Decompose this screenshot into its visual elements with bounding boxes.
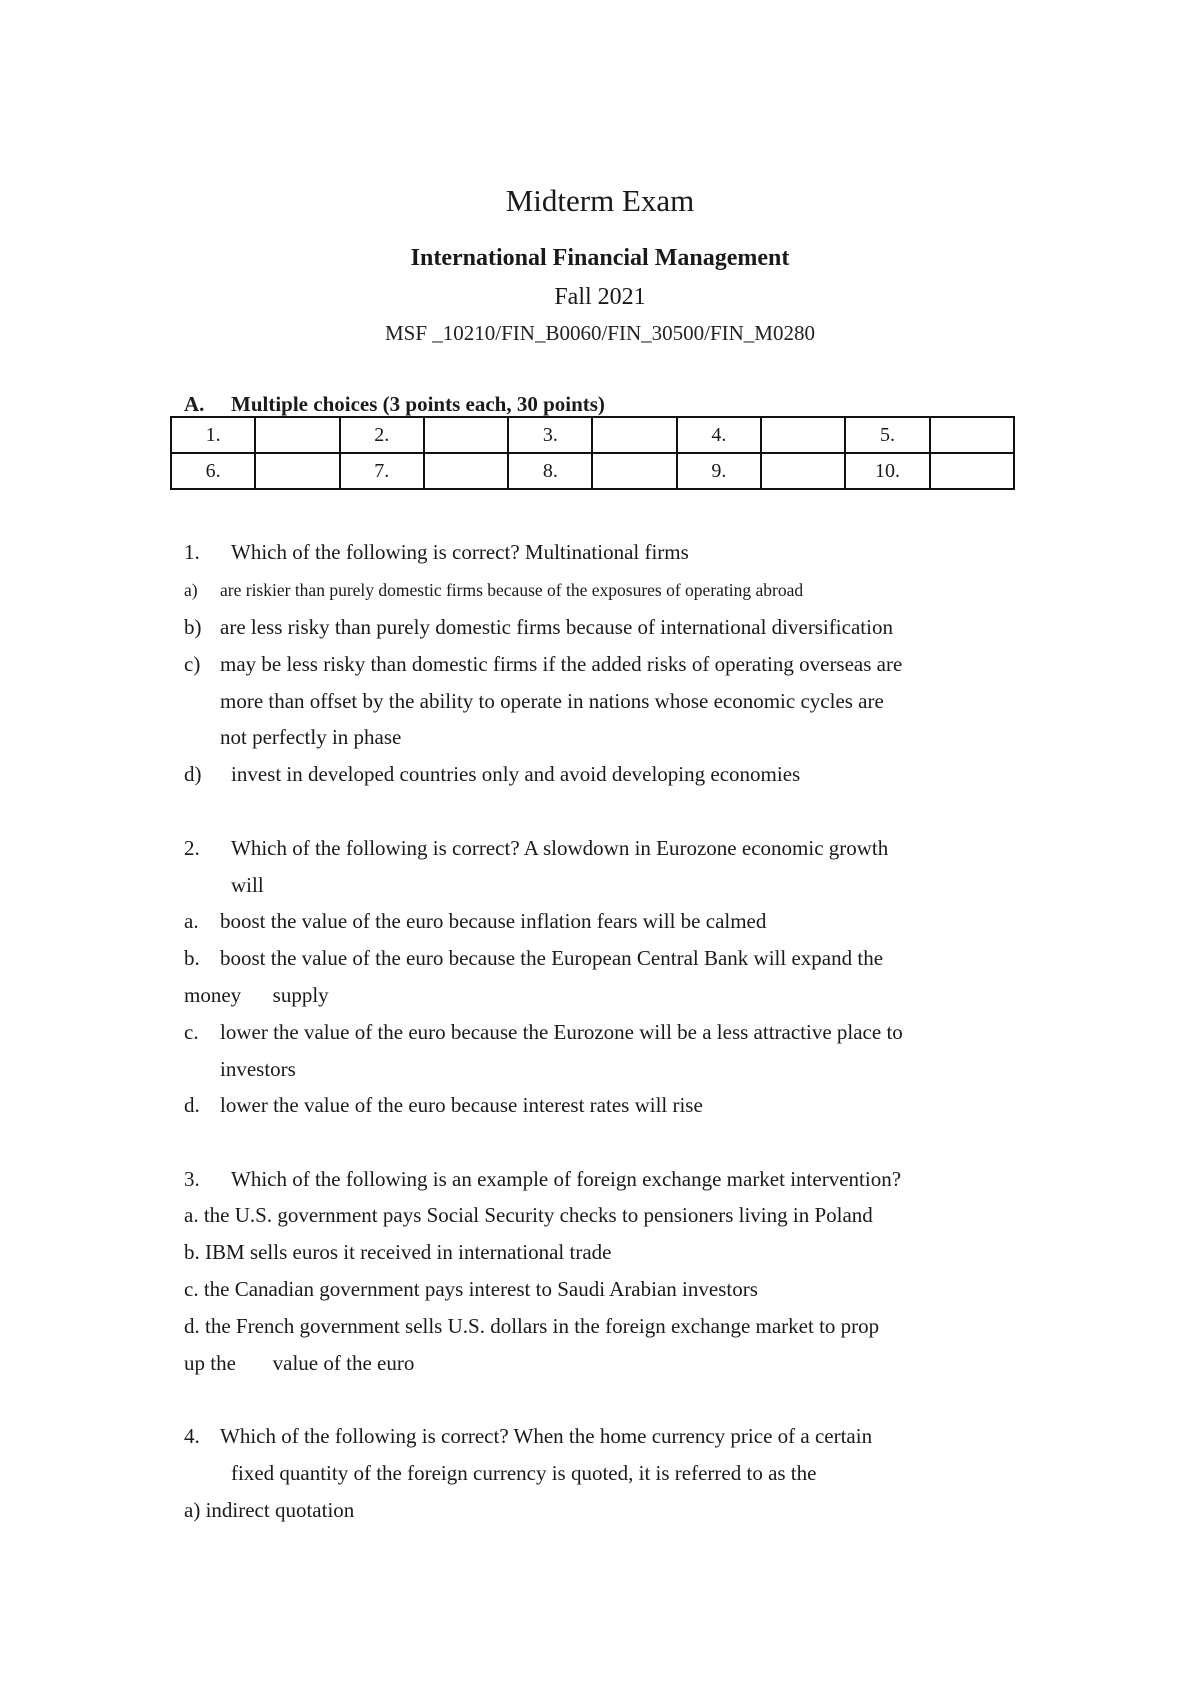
option-item — [184, 1018, 903, 1046]
question-number-cell: 4. — [677, 417, 761, 453]
option-item: b. IBM sells euros it received in international trade — [184, 1240, 612, 1264]
option-label: a. — [184, 909, 199, 933]
option-text: lower the value of the euro because interest rates will rise — [220, 1093, 703, 1117]
option-item — [184, 613, 893, 641]
answer-grid-row — [171, 417, 1014, 453]
option-label: c) — [184, 652, 201, 676]
answer-cell[interactable] — [424, 417, 508, 453]
option-text: boost the value of the euro because inflation fears will be calmed — [220, 909, 767, 933]
question-number-cell: 6. — [171, 453, 255, 489]
question-text: Which of the following is correct? A slowdown in Eurozone economic growth — [231, 836, 889, 860]
answer-cell[interactable] — [592, 417, 676, 453]
question-number-cell: 3. — [508, 417, 592, 453]
question-2 — [184, 834, 888, 862]
option-label: b) — [184, 615, 202, 639]
question-number-cell: 9. — [677, 453, 761, 489]
option-item — [184, 944, 883, 972]
question-number-cell: 8. — [508, 453, 592, 489]
option-item — [184, 650, 902, 678]
question-number-cell: 1. — [171, 417, 255, 453]
question-1 — [184, 538, 689, 566]
option-item — [184, 907, 766, 935]
option-text-continued: more than offset by the ability to operate in nations whose economic cycles are — [220, 689, 884, 713]
question-text-continued: fixed quantity of the foreign currency is quoted, it is referred to as the — [231, 1461, 817, 1485]
option-label: c. — [184, 1020, 199, 1044]
option-text: are less risky than purely domestic firms because of international diversification — [220, 615, 893, 639]
option-text: boost the value of the euro because the European Central Bank will expand the — [220, 946, 884, 970]
option-item — [184, 576, 803, 604]
question-4 — [184, 1422, 872, 1450]
option-text: are riskier than purely domestic firms because of the exposures of operating abroad — [220, 580, 804, 600]
course-title: International Financial Management — [410, 245, 790, 271]
question-text: Which of the following is correct? Multinational firms — [231, 540, 689, 564]
question-text: Which of the following is correct? When the home currency price of a certain — [220, 1424, 873, 1448]
answer-cell[interactable] — [255, 453, 339, 489]
option-label: b. — [184, 946, 200, 970]
option-label: d. — [184, 1093, 200, 1117]
option-label: d) — [184, 762, 202, 786]
answer-cell[interactable] — [761, 453, 845, 489]
question-3 — [184, 1165, 901, 1193]
option-label: a) — [184, 580, 198, 600]
question-number: 3. — [184, 1167, 200, 1191]
option-item: d. the French government sells U.S. dollars in the foreign exchange market to prop — [184, 1314, 880, 1338]
section-heading-text: Multiple choices (3 points each, 30 points) — [231, 392, 605, 416]
answer-cell[interactable] — [424, 453, 508, 489]
question-number-cell: 5. — [845, 417, 929, 453]
answer-cell[interactable] — [930, 453, 1014, 489]
option-text-continued: up the value of the euro — [184, 1351, 415, 1375]
option-item: a. the U.S. government pays Social Security checks to pensioners living in Poland — [184, 1203, 873, 1227]
answer-cell[interactable] — [930, 417, 1014, 453]
option-item — [184, 1091, 703, 1119]
question-number-cell: 7. — [340, 453, 424, 489]
answer-grid — [170, 416, 1015, 490]
option-text: may be less risky than domestic firms if the added risks of operating overseas are — [220, 652, 903, 676]
option-text: invest in developed countries only and avoid developing economies — [231, 762, 801, 786]
page-title: Midterm Exam — [505, 183, 695, 218]
question-text-continued: will — [231, 873, 264, 897]
question-number-cell: 10. — [845, 453, 929, 489]
option-text-continued: money supply — [184, 983, 329, 1007]
answer-cell[interactable] — [592, 453, 676, 489]
option-text-continued: investors — [220, 1057, 296, 1081]
option-item — [184, 760, 800, 788]
answer-cell[interactable] — [255, 417, 339, 453]
option-text: lower the value of the euro because the Eurozone will be a less attractive place to — [220, 1020, 903, 1044]
question-number: 1. — [184, 540, 200, 564]
answer-grid-row — [171, 453, 1014, 489]
question-number-cell: 2. — [340, 417, 424, 453]
option-text-continued: not perfectly in phase — [220, 725, 402, 749]
answer-cell[interactable] — [761, 417, 845, 453]
question-number: 4. — [184, 1424, 200, 1448]
option-item: a) indirect quotation — [184, 1498, 355, 1522]
course-codes: MSF _10210/FIN_B0060/FIN_30500/FIN_M0280 — [385, 321, 815, 345]
section-letter: A. — [184, 392, 205, 416]
option-item: c. the Canadian government pays interest to Saudi Arabian investors — [184, 1277, 758, 1301]
section-a-heading — [184, 390, 605, 418]
question-number: 2. — [184, 836, 200, 860]
term-label: Fall 2021 — [554, 284, 646, 310]
question-text: Which of the following is an example of foreign exchange market intervention? — [231, 1167, 902, 1191]
